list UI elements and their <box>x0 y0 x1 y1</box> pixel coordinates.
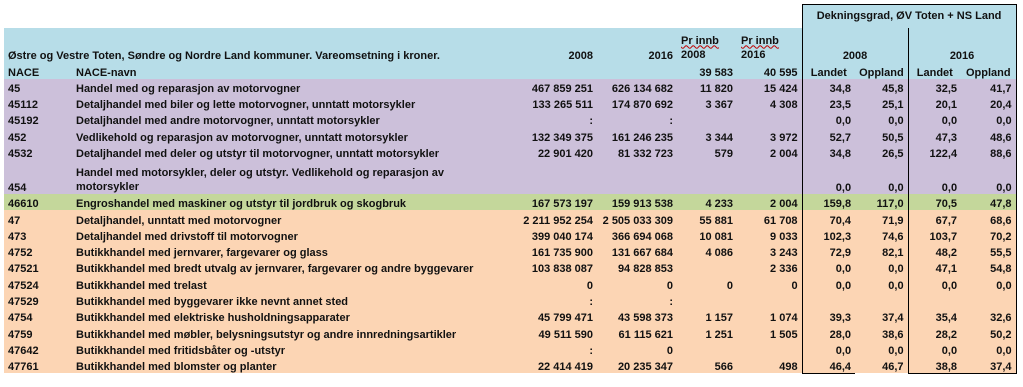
per-capita-2016: 3 243 <box>737 243 802 259</box>
per-capita-2008: 4 233 <box>677 194 737 210</box>
nace-code: 47521 <box>4 259 72 275</box>
nace-code: 4532 <box>4 144 72 160</box>
coverage-landet-2008: 52,7 <box>802 127 855 143</box>
nace-name: Handel med motorsykler, deler og utstyr. Vedlikehold og reparasjon av motorsykler <box>72 160 512 194</box>
pr-innb-year: 2016 <box>741 48 766 61</box>
value-2016: 131 667 684 <box>597 243 677 259</box>
coverage-oppland-2008: 71,9 <box>855 210 908 226</box>
coverage-oppland-2008 <box>855 292 908 308</box>
nace-code: 45112 <box>4 95 72 111</box>
value-2008: 49 511 590 <box>512 324 597 340</box>
coverage-landet-2016: 0,0 <box>908 275 961 291</box>
coverage-oppland-2008: 37,4 <box>855 308 908 324</box>
coverage-oppland-2016: 0,0 <box>961 341 1016 357</box>
per-capita-2008 <box>677 259 737 275</box>
landet-2016-header: Landet <box>908 62 961 79</box>
value-2016: : <box>597 111 677 127</box>
nace-name-header: NACE-navn <box>72 62 512 79</box>
coverage-landet-2008: 0,0 <box>802 259 855 275</box>
coverage-landet-2008: 0,0 <box>802 275 855 291</box>
coverage-landet-2016: 0,0 <box>908 111 961 127</box>
coverage-oppland-2016: 32,6 <box>961 308 1016 324</box>
coverage-oppland-2008: 0,0 <box>855 275 908 291</box>
coverage-oppland-2016: 0,0 <box>961 275 1016 291</box>
column-header-row <box>4 28 1016 62</box>
coverage-oppland-2016: 55,5 <box>961 243 1016 259</box>
coverage-oppland-2008: 50,5 <box>855 127 908 143</box>
nace-name: Butikkhandel med trelast <box>72 275 512 291</box>
pr-innb-label: Pr innb <box>741 34 779 47</box>
nace-code: 45192 <box>4 111 72 127</box>
table-row <box>4 127 1016 143</box>
value-2008: 22 414 419 <box>512 357 597 373</box>
population-2016: 40 595 <box>737 62 802 79</box>
landet-2008-header: Landet <box>802 62 855 79</box>
value-2008: 103 838 087 <box>512 259 597 275</box>
vareomsetning-table <box>4 4 1017 374</box>
coverage-title: Dekningsgrad, ØV Toten + NS Land <box>802 5 1016 28</box>
table-row <box>4 357 1016 373</box>
coverage-oppland-2016: 0,0 <box>961 160 1016 194</box>
coverage-landet-2008: 159,8 <box>802 194 855 210</box>
value-2016: 626 134 682 <box>597 79 677 95</box>
table-row <box>4 194 1016 210</box>
value-2016: 81 332 723 <box>597 144 677 160</box>
coverage-landet-2008: 34,8 <box>802 79 855 95</box>
coverage-oppland-2016: 68,6 <box>961 210 1016 226</box>
value-2008: 45 799 471 <box>512 308 597 324</box>
per-capita-2008 <box>677 341 737 357</box>
coverage-landet-2016: 47,3 <box>908 127 961 143</box>
nace-name: Butikkhandel med elektriske husholdningsapparater <box>72 308 512 324</box>
coverage-oppland-2016: 47,8 <box>961 194 1016 210</box>
per-capita-2008: 10 081 <box>677 227 737 243</box>
value-2008: 467 859 251 <box>512 79 597 95</box>
coverage-2008-header: 2008 <box>802 28 908 62</box>
coverage-landet-2008: 28,0 <box>802 324 855 340</box>
per-capita-2016: 61 708 <box>737 210 802 226</box>
per-capita-2008: 579 <box>677 144 737 160</box>
coverage-oppland-2016: 41,7 <box>961 79 1016 95</box>
coverage-oppland-2008: 0,0 <box>855 341 908 357</box>
value-2008 <box>512 160 597 194</box>
per-capita-2016 <box>737 341 802 357</box>
nace-code: 47761 <box>4 357 72 373</box>
nace-code: 47529 <box>4 292 72 308</box>
value-2008: 2 211 952 254 <box>512 210 597 226</box>
per-capita-2008 <box>677 160 737 194</box>
coverage-oppland-2008: 25,1 <box>855 95 908 111</box>
coverage-oppland-2016: 70,2 <box>961 227 1016 243</box>
coverage-2016-header: 2016 <box>908 28 1016 62</box>
nace-code: 47 <box>4 210 72 226</box>
nace-name: Butikkhandel med bredt utvalg av jernvarer, fargevarer og andre byggevarer <box>72 259 512 275</box>
coverage-landet-2016: 47,1 <box>908 259 961 275</box>
table-row <box>4 160 1016 194</box>
value-2016: 0 <box>597 275 677 291</box>
nace-name: Butikkhandel med fritidsbåter og -utstyr <box>72 341 512 357</box>
coverage-oppland-2016: 50,2 <box>961 324 1016 340</box>
coverage-landet-2016: 38,8 <box>908 357 961 373</box>
per-capita-2016: 2 004 <box>737 194 802 210</box>
pr-innb-label: Pr innb <box>681 34 719 47</box>
per-capita-2016: 2 004 <box>737 144 802 160</box>
nace-name: Butikkhandel med jernvarer, fargevarer og glass <box>72 243 512 259</box>
nace-name: Vedlikehold og reparasjon av motorvogner, unntatt motorsykler <box>72 127 512 143</box>
per-capita-2008: 3 367 <box>677 95 737 111</box>
nace-code: 452 <box>4 127 72 143</box>
value-2016: 161 246 235 <box>597 127 677 143</box>
value-2016: 0 <box>597 341 677 357</box>
coverage-landet-2008: 39,3 <box>802 308 855 324</box>
nace-code: 473 <box>4 227 72 243</box>
value-2016: 43 598 373 <box>597 308 677 324</box>
coverage-landet-2008: 0,0 <box>802 160 855 194</box>
oppland-2008-header: Oppland <box>855 62 908 79</box>
coverage-landet-2008: 23,5 <box>802 95 855 111</box>
coverage-oppland-2016 <box>961 292 1016 308</box>
coverage-landet-2016: 35,4 <box>908 308 961 324</box>
coverage-oppland-2008: 74,6 <box>855 227 908 243</box>
value-2016: 20 235 347 <box>597 357 677 373</box>
coverage-landet-2016: 0,0 <box>908 341 961 357</box>
nace-name: Butikkhandel med byggevarer ikke nevnt annet sted <box>72 292 512 308</box>
coverage-landet-2016: 32,5 <box>908 79 961 95</box>
nace-name: Butikkhandel med møbler, belysningsutstyr og andre innredningsartikler <box>72 324 512 340</box>
nace-name: Handel med og reparasjon av motorvogner <box>72 79 512 95</box>
coverage-oppland-2008: 46,7 <box>855 357 908 373</box>
coverage-landet-2016: 103,7 <box>908 227 961 243</box>
col-2008-header: 2008 <box>512 28 597 62</box>
coverage-landet-2008: 0,0 <box>802 111 855 127</box>
coverage-landet-2016: 122,4 <box>908 144 961 160</box>
value-2008: 167 573 197 <box>512 194 597 210</box>
coverage-oppland-2008: 45,8 <box>855 79 908 95</box>
pr-innb-year: 2008 <box>681 48 706 61</box>
nace-code: 454 <box>4 160 72 194</box>
oppland-2016-header: Oppland <box>961 62 1016 79</box>
value-2008: 133 265 511 <box>512 95 597 111</box>
per-capita-2016 <box>737 160 802 194</box>
nace-name: Detaljhandel, unntatt med motorvogner <box>72 210 512 226</box>
value-2016: 94 828 853 <box>597 259 677 275</box>
value-2016: 174 870 692 <box>597 95 677 111</box>
coverage-landet-2016 <box>908 292 961 308</box>
nace-name: Detaljhandel med drivstoff til motorvogner <box>72 227 512 243</box>
table-row <box>4 95 1016 111</box>
value-2016: 159 913 538 <box>597 194 677 210</box>
coverage-oppland-2008: 82,1 <box>855 243 908 259</box>
coverage-oppland-2016: 88,6 <box>961 144 1016 160</box>
coverage-landet-2008: 0,0 <box>802 341 855 357</box>
nace-code: 4754 <box>4 308 72 324</box>
col-pr-innb-2008-header <box>677 28 737 62</box>
coverage-oppland-2016: 54,8 <box>961 259 1016 275</box>
nace-code: 45 <box>4 79 72 95</box>
nace-name: Butikkhandel med blomster og planter <box>72 357 512 373</box>
table-row <box>4 144 1016 160</box>
coverage-landet-2008: 46,4 <box>802 357 855 373</box>
nace-header-row <box>4 62 1016 79</box>
per-capita-2008: 11 820 <box>677 79 737 95</box>
value-2016: 2 505 033 309 <box>597 210 677 226</box>
coverage-landet-2008: 72,9 <box>802 243 855 259</box>
coverage-oppland-2008: 117,0 <box>855 194 908 210</box>
coverage-landet-2008: 102,3 <box>802 227 855 243</box>
table-row <box>4 79 1016 95</box>
value-2008: 161 735 900 <box>512 243 597 259</box>
per-capita-2008: 3 344 <box>677 127 737 143</box>
coverage-landet-2016: 70,5 <box>908 194 961 210</box>
table-row <box>4 324 1016 340</box>
per-capita-2008: 1 251 <box>677 324 737 340</box>
coverage-landet-2016: 28,2 <box>908 324 961 340</box>
coverage-oppland-2008: 0,0 <box>855 111 908 127</box>
coverage-landet-2016: 0,0 <box>908 160 961 194</box>
table-row <box>4 308 1016 324</box>
coverage-header-row <box>4 5 1016 28</box>
per-capita-2016: 4 308 <box>737 95 802 111</box>
value-2008: : <box>512 111 597 127</box>
per-capita-2008: 4 086 <box>677 243 737 259</box>
value-2008: 132 349 375 <box>512 127 597 143</box>
coverage-oppland-2016: 37,4 <box>961 357 1016 373</box>
per-capita-2008: 55 881 <box>677 210 737 226</box>
value-2008: : <box>512 292 597 308</box>
per-capita-2016: 3 972 <box>737 127 802 143</box>
per-capita-2008: 1 157 <box>677 308 737 324</box>
table-row <box>4 243 1016 259</box>
value-2008: 399 040 174 <box>512 227 597 243</box>
per-capita-2016 <box>737 111 802 127</box>
table-row <box>4 227 1016 243</box>
value-2016: : <box>597 292 677 308</box>
coverage-oppland-2008: 0,0 <box>855 160 908 194</box>
per-capita-2008 <box>677 111 737 127</box>
per-capita-2016: 0 <box>737 275 802 291</box>
table-row <box>4 210 1016 226</box>
nace-name: Detaljhandel med andre motorvogner, unntatt motorsykler <box>72 111 512 127</box>
coverage-oppland-2016: 48,6 <box>961 127 1016 143</box>
nace-code: 47524 <box>4 275 72 291</box>
coverage-landet-2016: 48,2 <box>908 243 961 259</box>
value-2016: 61 115 621 <box>597 324 677 340</box>
value-2016 <box>597 160 677 194</box>
per-capita-2016: 1 074 <box>737 308 802 324</box>
value-2008: 22 901 420 <box>512 144 597 160</box>
table-row <box>4 275 1016 291</box>
per-capita-2016: 2 336 <box>737 259 802 275</box>
coverage-landet-2008: 70,4 <box>802 210 855 226</box>
per-capita-2016 <box>737 292 802 308</box>
coverage-oppland-2016: 20,4 <box>961 95 1016 111</box>
per-capita-2008: 0 <box>677 275 737 291</box>
nace-name: Detaljhandel med deler og utstyr til motorvogner, unntatt motorsykler <box>72 144 512 160</box>
coverage-landet-2016: 67,7 <box>908 210 961 226</box>
coverage-oppland-2016: 0,0 <box>961 111 1016 127</box>
nace-name: Engroshandel med maskiner og utstyr til jordbruk og skogbruk <box>72 194 512 210</box>
coverage-oppland-2008: 38,6 <box>855 324 908 340</box>
table-row <box>4 111 1016 127</box>
per-capita-2016: 9 033 <box>737 227 802 243</box>
per-capita-2016: 1 505 <box>737 324 802 340</box>
value-2016: 366 694 068 <box>597 227 677 243</box>
nace-code: 47642 <box>4 341 72 357</box>
value-2008: : <box>512 341 597 357</box>
col-2016-header: 2016 <box>597 28 677 62</box>
coverage-oppland-2008: 0,0 <box>855 259 908 275</box>
nace-code: 4759 <box>4 324 72 340</box>
table-row <box>4 292 1016 308</box>
table-row <box>4 259 1016 275</box>
population-2008: 39 583 <box>677 62 737 79</box>
nace-code: 46610 <box>4 194 72 210</box>
col-pr-innb-2016-header <box>737 28 802 62</box>
table-title: Østre og Vestre Toten, Søndre og Nordre Land kommuner. Vareomsetning i kroner. <box>4 28 512 62</box>
per-capita-2008 <box>677 292 737 308</box>
nace-code: 4752 <box>4 243 72 259</box>
nace-header: NACE <box>4 62 72 79</box>
per-capita-2016: 15 424 <box>737 79 802 95</box>
nace-name: Detaljhandel med biler og lette motorvogner, unntatt motorsykler <box>72 95 512 111</box>
coverage-landet-2008 <box>802 292 855 308</box>
per-capita-2008: 566 <box>677 357 737 373</box>
coverage-oppland-2008: 26,5 <box>855 144 908 160</box>
per-capita-2016: 498 <box>737 357 802 373</box>
value-2008: 0 <box>512 275 597 291</box>
coverage-landet-2016: 20,1 <box>908 95 961 111</box>
table-row <box>4 341 1016 357</box>
coverage-landet-2008: 34,8 <box>802 144 855 160</box>
